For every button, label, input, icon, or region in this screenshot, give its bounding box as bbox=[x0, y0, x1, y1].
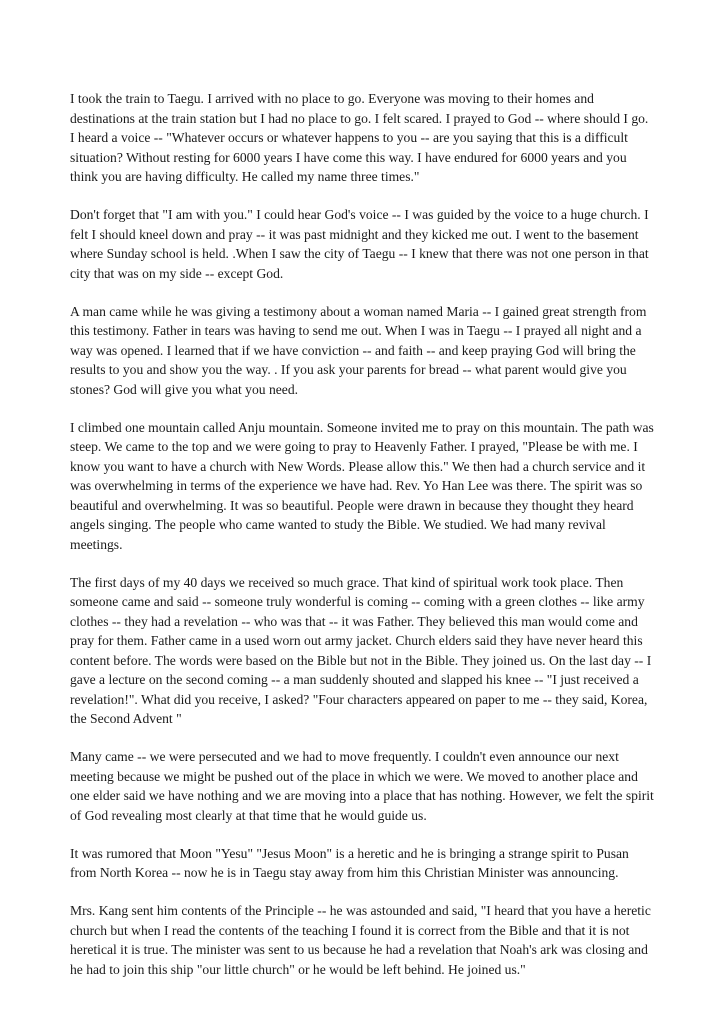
paragraph-anju-mountain: I climbed one mountain called Anju mountain. Someone invited me to pray on this mountain. The path was steep. We came to the top and we were going to pray to Heavenly Father. I prayed, "Please be with me. I know you want to have a church with New Words. Please allow this." We then had a church service and it was overwhelming in terms of the experience we have had. Rev. Yo Han Lee was there. The spirit was so beautiful and overwhelming. It was so beautiful. People were drawn in because they thought they heard angels singing. The people who came wanted to study the Bible. We studied. We had many revival meetings. bbox=[70, 419, 654, 552]
paragraph-train-to-taegu: I took the train to Taegu. I arrived with no place to go. Everyone was moving to their homes and destinations at the train station but I had no place to go. I felt scared. I prayed to God -- where should I go. I heard a voice -- "Whatever occurs or whatever happens to you -- are you saying that this is a difficult situation? Without resting for 6000 years I have come this way. I have endured for 6000 years and you think you are having difficulty. He called my name three times." bbox=[70, 91, 649, 184]
paragraph-persecution: Many came -- we were persecuted and we had to move frequently. I couldn't even announce our next meeting because we might be pushed out of the place in which we were. We moved to another place and one elder said we have nothing and we are moving into a place that has nothing. However, we felt the spirit of God revealing most clearly at that time that he would guide us. bbox=[70, 749, 654, 823]
paragraph-mrs-kang: Mrs. Kang sent him contents of the Principle -- he was astounded and said, "I heard that you have a heretic church but when I read the contents of the teaching I found it is correct from the Bible and that it is not heretical it is true. The minister was sent to us because he had a revelation that Noah's ark was closing and he had to join this ship "our little church" or he would be left behind. He joined us." bbox=[70, 903, 651, 977]
paragraph-rumor: It was rumored that Moon "Yesu" "Jesus Moon" is a heretic and he is bringing a strange spirit to Pusan from North Korea -- now he is in Taegu stay away from him this Christian Minister was announcing. bbox=[70, 845, 629, 880]
paragraph-forty-days: The first days of my 40 days we received so much grace. That kind of spiritual work took place. Then someone came and said -- someone truly wonderful is coming -- coming with a green clothes -- like army clothes -- they had a revelation -- who was that -- it was Father. They believed this man would come and pray for them. Father came in a used worn out army jacket. Church elders said they have never heard this content before. The words were based on the Bible but not in the Bible. They joined us. On the last day -- I gave a lecture on the second coming -- a man suddenly shouted and slapped his knee -- "I just received a revelation!". What did you receive, I asked? "Four characters appeared on paper to me -- they said, Korea, the Second Advent " bbox=[70, 574, 652, 726]
paragraph-gods-voice: Don't forget that "I am with you." I could hear God's voice -- I was guided by the voice to a huge church. I felt I should kneel down and pray -- it was past midnight and they kicked me out. I went to the basement where Sunday school is held. .When I saw the city of Taegu -- I knew that there was not one person in that city that was on my side -- except God. bbox=[70, 207, 649, 281]
paragraph-testimony-maria: A man came while he was giving a testimony about a woman named Maria -- I gained great strength from this testimony. Father in tears was having to send me out. When I was in Taegu -- I prayed all night and a way was opened. I learned that if we have conviction -- and faith -- and keep praying God will bring the results to you and show you the way. . If you ask your parents for bread -- what parent would give you stones? God will give you what you need. bbox=[70, 303, 647, 397]
document-body bbox=[70, 89, 656, 998]
